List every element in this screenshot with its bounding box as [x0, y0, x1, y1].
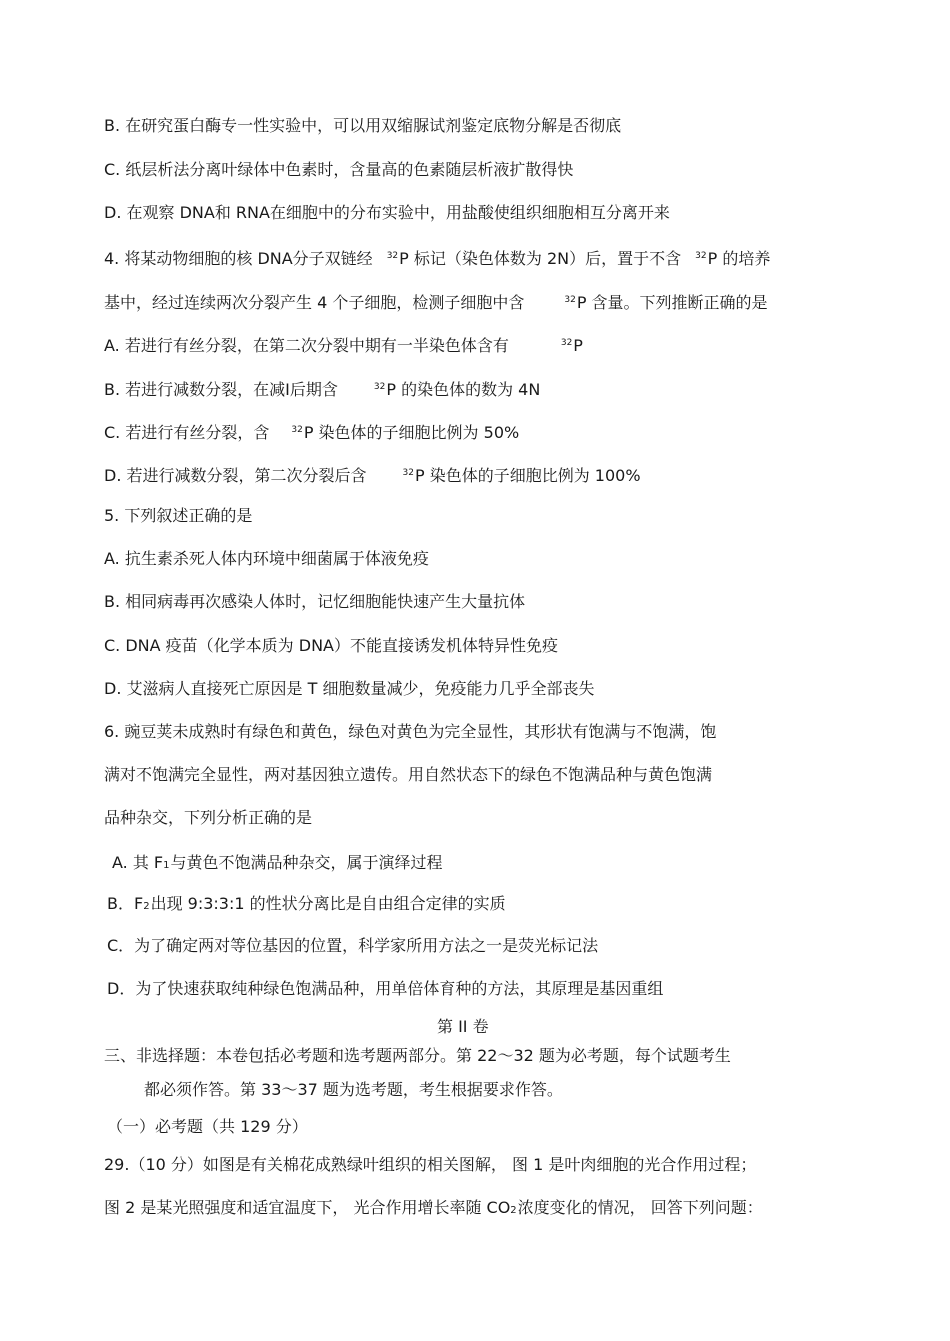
- q5-stem: 5. 下列叙述正确的是: [104, 506, 253, 525]
- q4-option-a-text: A. 若进行有丝分裂，在第二次分裂中期有一半染色体含有: [104, 336, 509, 355]
- q3-option-d: D. 在观察 DNA和 RNA在细胞中的分布实验中，用盐酸使组织细胞相互分离开来: [104, 203, 670, 222]
- q4-stem-line1: [104, 246, 770, 269]
- q6-stem-line3: 品种杂交，下列分析正确的是: [104, 808, 313, 827]
- q29-stem-line2: [104, 1198, 763, 1221]
- q4-superscript: 32: [386, 251, 399, 261]
- q4-option-d: [104, 463, 641, 486]
- q4-option-c-tail: P 染色体的子细胞比例为 50%: [303, 423, 520, 442]
- q6-option-a: [112, 853, 443, 876]
- q4-superscript: 32: [695, 251, 707, 261]
- q6-stem-line1: 6. 豌豆荚未成熟时有绿色和黄色，绿色对黄色为完全显性，其形状有饱满与不饱满，饱: [104, 722, 717, 741]
- q6-option-c: C．为了确定两对等位基因的位置，科学家所用方法之一是荧光标记法: [107, 936, 599, 955]
- part-2-title: 第 II 卷: [437, 1017, 489, 1036]
- q3-option-b: B. 在研究蛋白酶专一性实验中，可以用双缩脲试剂鉴定底物分解是否彻底: [104, 116, 622, 135]
- q4-stem-text-e: P 含量。下列推断正确的是: [576, 293, 768, 312]
- q4-option-d-tail: P 染色体的子细胞比例为 100%: [414, 466, 641, 485]
- q4-stem-text-d: 基中，经过连续两次分裂产生 4 个子细胞，检测子细胞中含: [104, 293, 525, 312]
- q4-option-d-text: D. 若进行减数分裂，第二次分裂后含: [104, 466, 367, 485]
- q5-option-b: B. 相同病毒再次感染人体时，记忆细胞能快速产生大量抗体: [104, 592, 526, 611]
- q3-option-c: C. 纸层析法分离叶绿体中色素时，含量高的色素随层析液扩散得快: [104, 160, 574, 179]
- q6-subscript: 2: [143, 901, 150, 912]
- q4-option-c: [104, 420, 519, 443]
- q6-option-a-text: A. 其 F: [112, 853, 164, 872]
- q6-option-b-tail: 出现 9:3:3:1 的性状分离比是自由组合定律的实质: [150, 894, 506, 913]
- q6-option-d: D．为了快速获取纯种绿色饱满品种，用单倍体育种的方法，其原理是基因重组: [107, 979, 664, 998]
- required-questions-heading: （一）必考题（共 129 分）: [107, 1117, 308, 1136]
- part-2-instructions-line2: 都必须作答。第 33～37 题为选考题，考生根据要求作答。: [144, 1080, 563, 1099]
- q5-option-d: D. 艾滋病人直接死亡原因是 T 细胞数量减少，免疫能力几乎全部丧失: [104, 679, 595, 698]
- q29-stem-text-b: 浓度变化的情况， 回答下列问题：: [517, 1198, 763, 1217]
- q4-stem-text-b: P 标记（染色体数为 2N）后，置于不含: [399, 249, 682, 268]
- q5-option-c: C. DNA 疫苗（化学本质为 DNA）不能直接诱发机体特异性免疫: [104, 636, 558, 655]
- q29-stem-line1: 29.（10 分）如图是有关棉花成熟绿叶组织的相关图解， 图 1 是叶肉细胞的光合作用过程；: [104, 1155, 757, 1174]
- q4-option-c-text: C. 若进行有丝分裂，含: [104, 423, 270, 442]
- q4-option-b-text: B. 若进行减数分裂，在减Ⅰ后期含: [104, 380, 338, 399]
- q29-stem-text-a: 图 2 是某光照强度和适宜温度下， 光合作用增长率随 CO: [104, 1198, 511, 1217]
- q6-option-a-tail: 与黄色不饱满品种杂交，属于演绎过程: [170, 853, 443, 872]
- q4-option-a-tail: P: [573, 336, 583, 355]
- part-2-instructions-line1: 三、非选择题：本卷包括必考题和选考题两部分。第 22～32 题为必考题，每个试题考生: [104, 1046, 731, 1065]
- q4-superscript: 32: [402, 468, 414, 478]
- q4-option-b-tail: P 的染色体的数为 4N: [386, 380, 541, 399]
- q4-stem-text-c: P 的培养: [707, 249, 771, 268]
- q4-stem-text-a: 4. 将某动物细胞的核 DNA分子双链经: [104, 249, 373, 268]
- q4-superscript: 32: [373, 382, 386, 392]
- q4-option-a: [104, 333, 583, 356]
- q4-superscript: 32: [560, 338, 573, 348]
- q4-option-b: [104, 377, 540, 400]
- q4-superscript: 32: [291, 425, 303, 435]
- q4-superscript: 32: [564, 295, 576, 305]
- q29-subscript: 2: [510, 1205, 517, 1216]
- q6-stem-line2: 满对不饱满完全显性，两对基因独立遗传。用自然状态下的绿色不饱满品种与黄色饱满: [104, 765, 713, 784]
- q6-option-b-text: B．F: [107, 894, 144, 913]
- q4-stem-line2: [104, 290, 768, 313]
- q6-option-b: [107, 894, 506, 917]
- q6-subscript: 1: [163, 860, 170, 871]
- q5-option-a: A. 抗生素杀死人体内环境中细菌属于体液免疫: [104, 549, 429, 568]
